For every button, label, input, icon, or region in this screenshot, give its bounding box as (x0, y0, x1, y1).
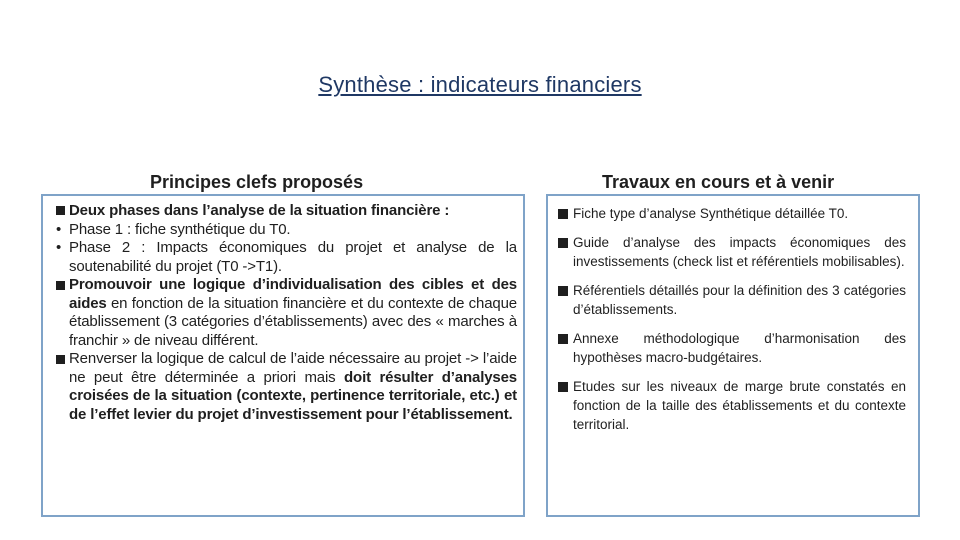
work-item-text: Référentiels détaillés pour la définition des 3 catégories d’établissements. (573, 283, 906, 317)
checkbox-bullet-icon (558, 382, 568, 392)
left-column-heading: Principes clefs proposés (150, 172, 364, 192)
checkbox-bullet-icon (558, 334, 568, 344)
principle-1 (56, 202, 517, 221)
work-item (558, 281, 906, 319)
work-item (558, 377, 906, 434)
principle-3 (56, 350, 517, 424)
work-item (558, 329, 906, 367)
principles-box (41, 194, 525, 517)
principle-2-bold: Promouvoir une logique d’individualisation des cibles et des aides (69, 276, 517, 312)
work-item-text: Fiche type d’analyse Synthétique détaillée T0. (573, 206, 849, 221)
checkbox-bullet-icon (56, 281, 65, 290)
work-item-text: Annexe méthodologique d’harmonisation des hypothèses macro-budgétaires. (573, 331, 906, 365)
principle-3-bold: doit résulter d’analyses croisées de la situation (contexte, pertinence territoriale, etc.) et de l’effet levier du projet d’investissement pour l’établissement. (69, 368, 517, 423)
phase-1-item (56, 221, 517, 240)
checkbox-bullet-icon (56, 206, 65, 215)
right-column-heading: Travaux en cours et à venir (602, 172, 835, 192)
principle-3-text: Renverser la logique de calcul de l’aide nécessaire au projet -> l’aide ne peut être déterminée a priori mais (69, 350, 517, 386)
checkbox-bullet-icon (56, 355, 65, 364)
work-item (558, 233, 906, 271)
work-item-text: Etudes sur les niveaux de marge brute constatés en fonction de la taille des établissements et du contexte territorial. (573, 379, 906, 432)
principle-2-text: en fonction de la situation financière et du contexte de chaque établissement (3 catégories d’établissements) avec des « marches à franchir » de niveau différent. (69, 294, 517, 349)
checkbox-bullet-icon (558, 286, 568, 296)
work-item-text: Guide d’analyse des impacts économiques des investissements (check list et référentiels mobilisables). (573, 235, 906, 269)
dot-bullet-icon: • (56, 239, 62, 256)
ongoing-work-box (546, 194, 920, 517)
principle-2 (56, 276, 517, 350)
checkbox-bullet-icon (558, 209, 568, 219)
checkbox-bullet-icon (558, 238, 568, 248)
phase-2-text: Phase 2 : Impacts économiques du projet et analyse de la soutenabilité du projet (T0 ->T1). (69, 239, 517, 275)
work-item (558, 204, 906, 223)
principle-1-text: Deux phases dans l’analyse de la situation financière : (69, 202, 450, 219)
page-title: Synthèse : indicateurs financiers (318, 72, 642, 97)
phase-2-item (56, 239, 517, 276)
dot-bullet-icon: • (56, 220, 62, 238)
phase-1-text: Phase 1 : fiche synthétique du T0. (69, 220, 291, 238)
